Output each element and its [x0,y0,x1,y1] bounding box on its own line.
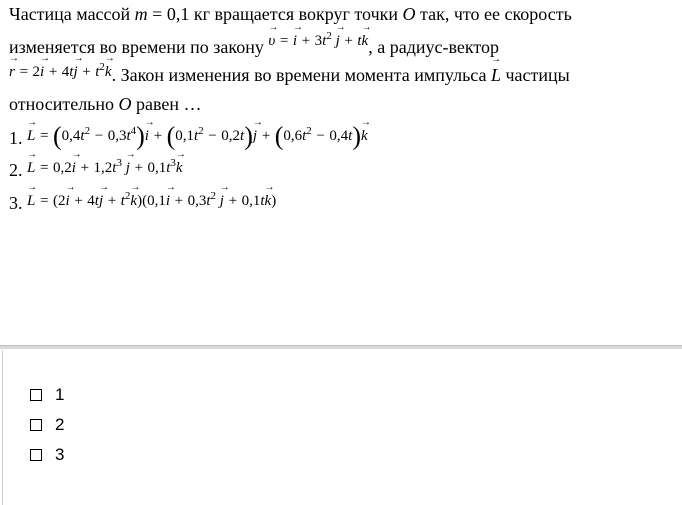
option-number: 2. [9,160,23,180]
question-text: частицы [501,65,570,85]
question-text: Частица массой [9,4,135,24]
option-number: 3. [9,193,23,213]
option-3-formula: → $L = (2\to i + 4t\to j + t^2\to k)(0,1\to i + 0,3t^2 \to j + 0,1t\to k)$ [27,193,276,209]
question-text: . Закон изменения во времени момента импульса [111,65,487,85]
variable-O: O [402,4,416,24]
checkbox-3[interactable] [30,449,42,461]
question-text: = 0,1 кг вращается вокруг точки [147,4,403,24]
question-text: равен … [131,94,202,114]
checkbox-2[interactable] [30,419,42,431]
answer-options [30,380,64,470]
variable-m: m [134,4,148,24]
panel-divider [0,345,682,349]
radius-vector-formula: → $^{r = 2\to i + 4t\to j + t^2\to k}$ [9,64,112,80]
answer-panel-border [2,350,3,505]
option-1-formula: → $L = (0,4t^2 - 0,3t^4)\to i + (0,1t^2 - 0,2t)\to j + (0,6t^2 - 0,4t)\to k$ [27,128,368,144]
option-1 [9,121,368,151]
question-text: так, что ее скорость [415,4,572,24]
answer-label: 3 [55,445,65,464]
variable-O: O [118,94,132,114]
question-text: изменяется во времени по закону [9,37,264,57]
angular-momentum-symbol: → L [491,65,501,85]
question-line-3 [9,61,570,85]
answer-label: 1 [55,385,65,404]
answer-option-3[interactable] [30,440,64,470]
velocity-formula: → $^{\upsilon = \to i + 3t^2 \to j + t\to k}$ [268,33,368,49]
question-text: относительно [9,94,119,114]
option-2 [9,157,183,180]
answer-option-2[interactable] [30,410,64,440]
question-line-1 [9,5,572,23]
option-2-formula: → $L = 0,2\to i + 1,2t^3 \to j + 0,1t^3\to k$ [27,160,183,176]
answer-label: 2 [55,415,65,434]
question-text: , а радиус-вектор [368,37,499,57]
option-number: 1. [9,128,23,148]
checkbox-1[interactable] [30,389,42,401]
option-3 [9,190,277,213]
question-line-4 [9,95,202,113]
answer-option-1[interactable] [30,380,64,410]
